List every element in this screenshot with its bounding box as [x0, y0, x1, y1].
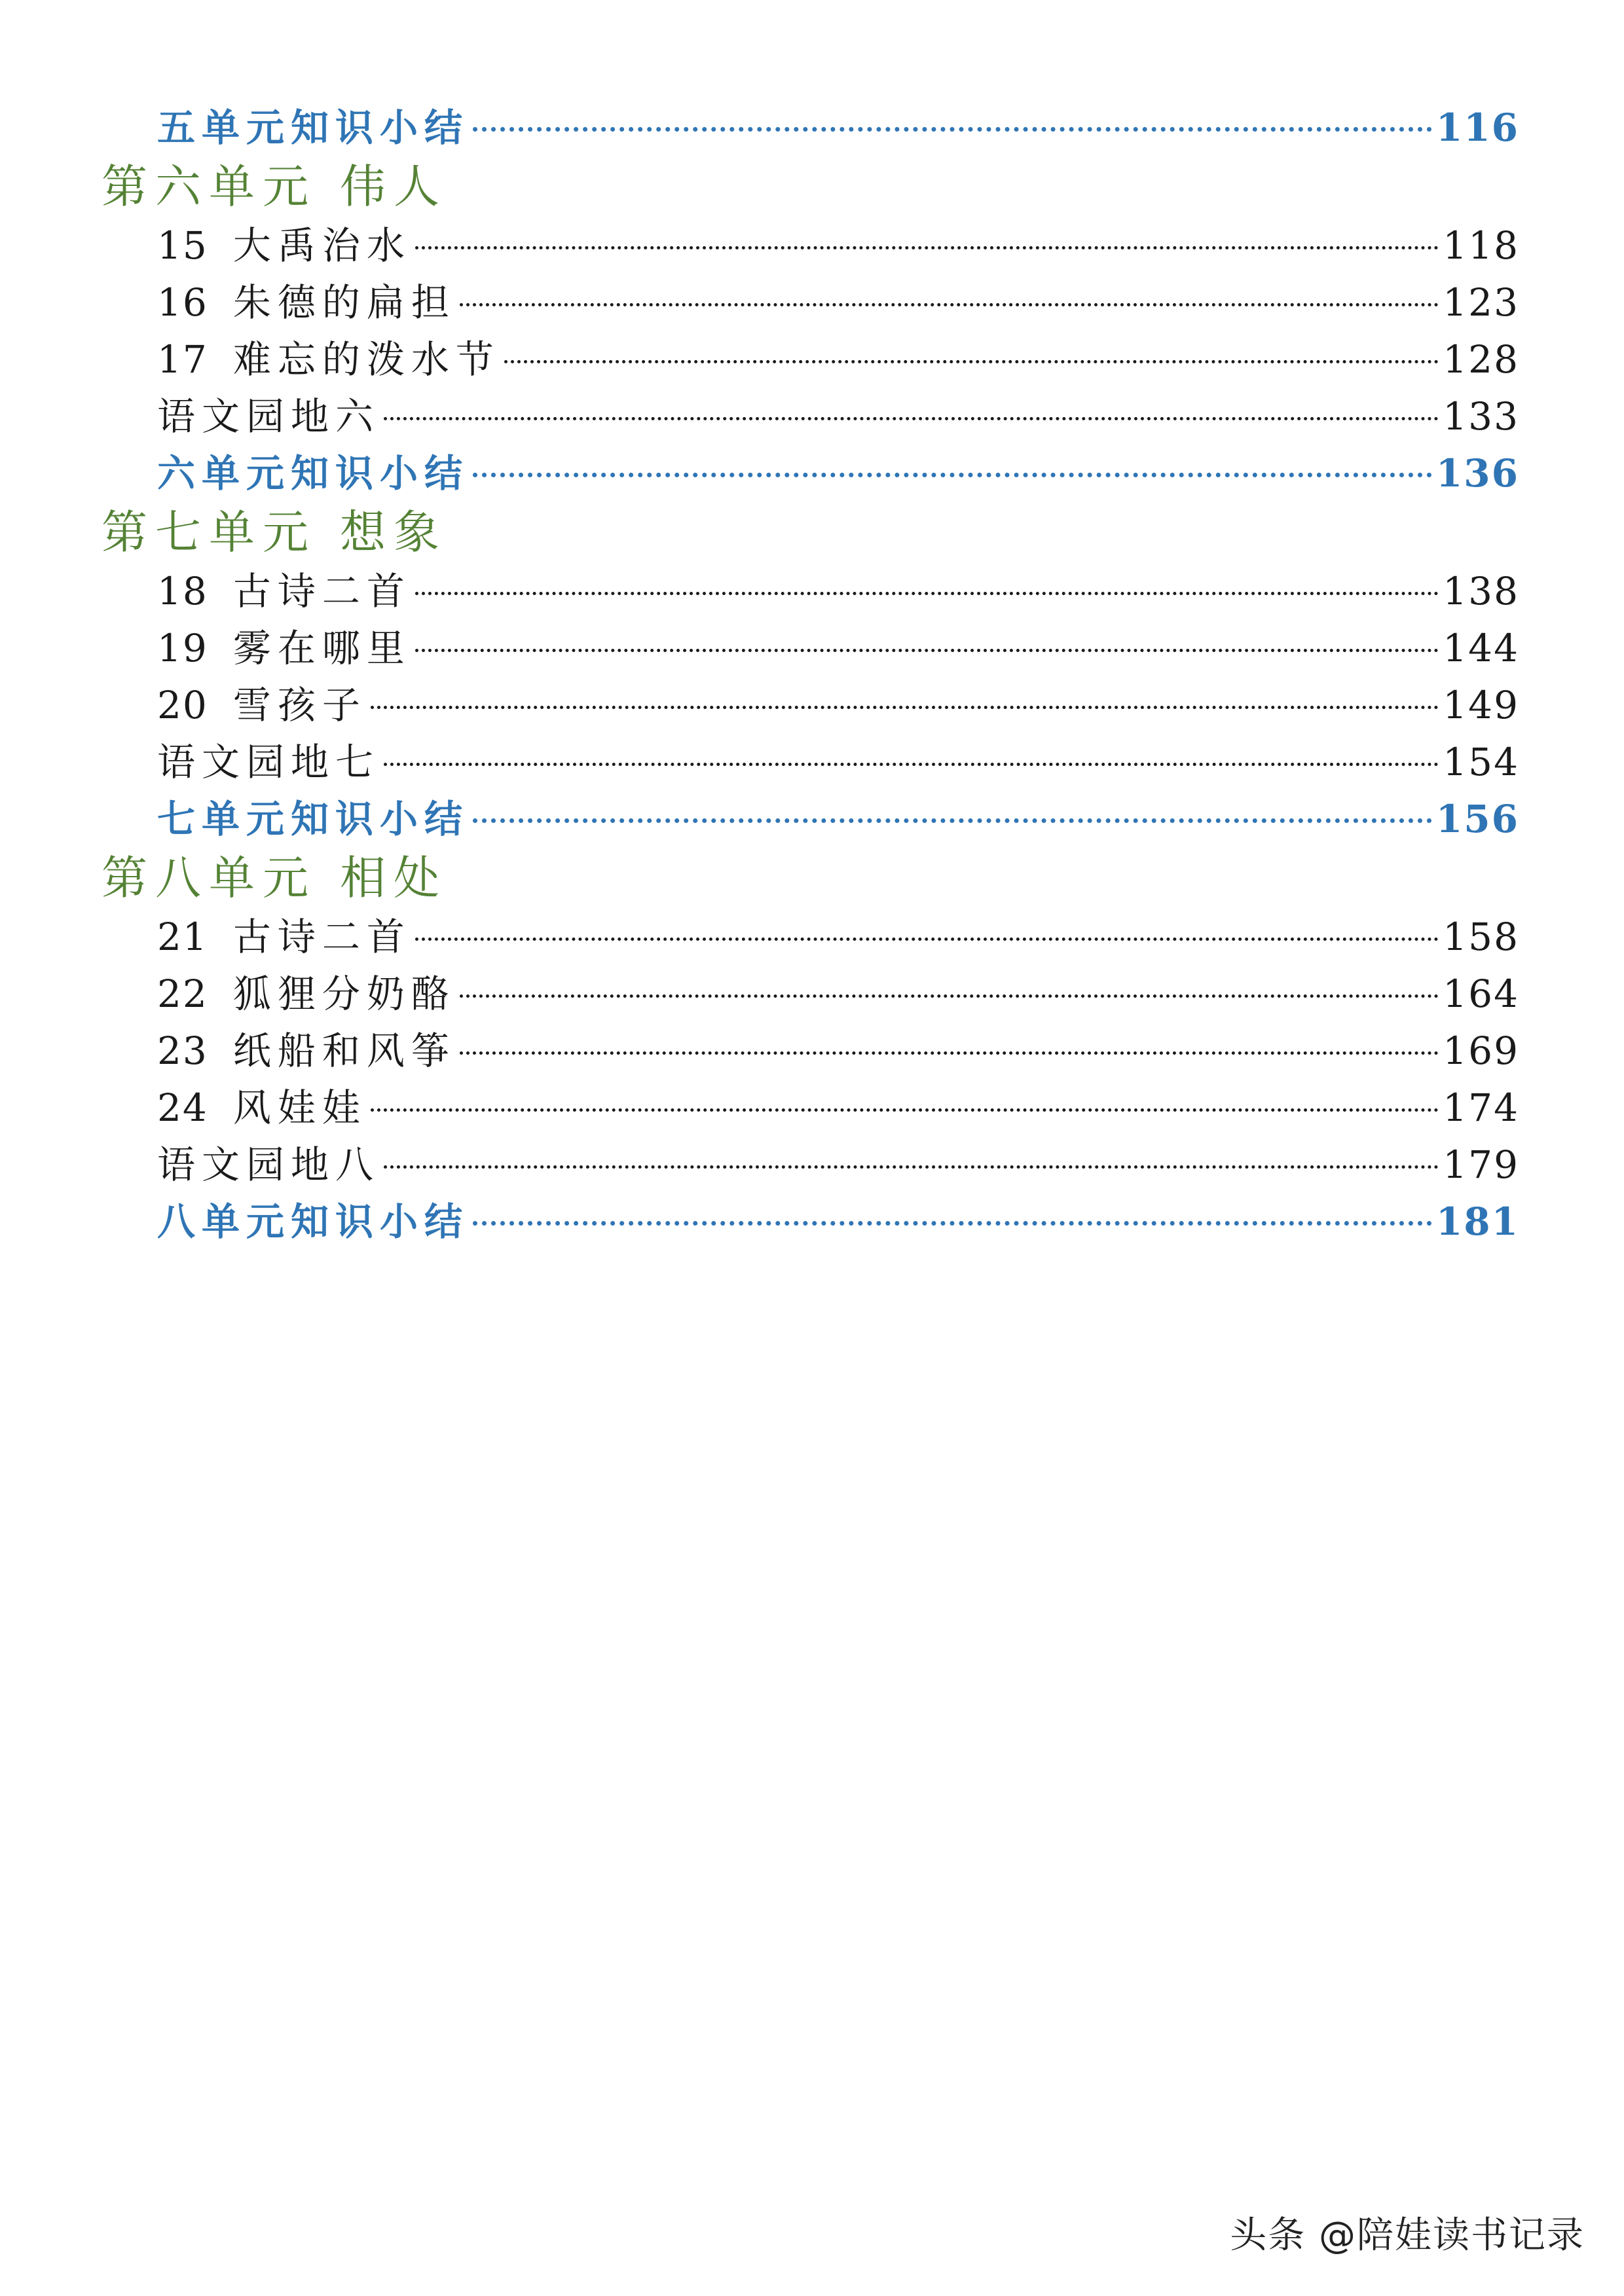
- lesson-title: 风娃娃: [232, 1085, 367, 1130]
- lesson-title: 狐狸分奶酪: [232, 972, 456, 1016]
- toc-entry-row[interactable]: [157, 1078, 1519, 1137]
- toc-page-number: 123: [1443, 280, 1519, 325]
- toc-summary-row[interactable]: [157, 444, 1519, 503]
- lesson-title: 雾在哪里: [232, 626, 411, 670]
- toc-entry-row[interactable]: [157, 216, 1519, 275]
- toc-page-number: 149: [1443, 683, 1519, 727]
- lesson-number: 19: [157, 626, 208, 670]
- dot-leader: [504, 360, 1439, 363]
- unit-heading: [101, 848, 447, 907]
- toc-page-number: 136: [1435, 451, 1519, 496]
- dot-leader: [415, 592, 1439, 595]
- lesson-number: 23: [157, 1029, 208, 1073]
- toc-summary-row[interactable]: [157, 1192, 1519, 1251]
- toc-page-number: 169: [1443, 1029, 1519, 1073]
- toc-summary-title: 八单元知识小结: [157, 1199, 470, 1244]
- lesson-number: 20: [157, 683, 208, 727]
- toc-entry-row[interactable]: [157, 562, 1519, 621]
- toc-page-number: 138: [1443, 569, 1519, 613]
- unit-name: 第七单元: [101, 505, 316, 559]
- dot-leader: [384, 417, 1439, 420]
- lesson-number: 15: [157, 223, 208, 268]
- toc-entry-row[interactable]: [157, 907, 1519, 966]
- unit-theme: 相处: [340, 851, 447, 905]
- lesson-title: 语文园地七: [157, 740, 380, 784]
- toc-page-number: 181: [1435, 1199, 1519, 1244]
- unit-theme: 伟人: [340, 160, 447, 213]
- toc-entry-row[interactable]: [157, 1021, 1519, 1080]
- dot-leader: [415, 649, 1439, 652]
- toc-summary-title: 六单元知识小结: [157, 451, 470, 496]
- dot-leader: [473, 127, 1432, 132]
- lesson-title: 难忘的泼水节: [232, 337, 500, 382]
- toc-entry-row[interactable]: [157, 733, 1519, 792]
- dot-leader: [460, 303, 1439, 306]
- lesson-number: 22: [157, 972, 208, 1016]
- lesson-title: 语文园地六: [157, 394, 380, 439]
- unit-theme: 想象: [340, 505, 447, 559]
- toc-page-number: 144: [1443, 626, 1519, 670]
- toc-summary-row[interactable]: [157, 790, 1519, 848]
- toc-entry-row[interactable]: [157, 1135, 1519, 1194]
- toc-entry-row[interactable]: [157, 676, 1519, 735]
- toc-entry-row[interactable]: [157, 964, 1519, 1023]
- toc-entry-row[interactable]: [157, 330, 1519, 389]
- toc-page-number: 164: [1443, 972, 1519, 1016]
- dot-leader: [460, 1051, 1439, 1055]
- lesson-number: 18: [157, 569, 208, 613]
- watermark: 头条 @陪娃读书记录: [1230, 2214, 1585, 2257]
- toc-page-number: 154: [1443, 740, 1519, 784]
- lesson-number: 24: [157, 1085, 208, 1130]
- lesson-number: 16: [157, 280, 208, 325]
- toc-entry-row[interactable]: [157, 387, 1519, 446]
- lesson-title: 语文园地八: [157, 1142, 380, 1187]
- toc-page-number: 118: [1443, 223, 1519, 268]
- dot-leader: [415, 246, 1439, 249]
- dot-leader: [473, 818, 1432, 823]
- toc-page-number: 174: [1443, 1085, 1519, 1130]
- toc-page-number: 128: [1443, 337, 1519, 382]
- toc-page-number: 179: [1443, 1142, 1519, 1187]
- toc-page-number: 133: [1443, 394, 1519, 439]
- lesson-title: 古诗二首: [232, 569, 411, 613]
- lesson-title: 朱德的扁担: [232, 280, 456, 325]
- unit-name: 第八单元: [101, 851, 316, 905]
- lesson-title: 雪孩子: [232, 683, 367, 727]
- toc-page-number: 116: [1435, 105, 1519, 150]
- dot-leader: [384, 763, 1439, 766]
- dot-leader: [384, 1165, 1439, 1169]
- dot-leader: [371, 1108, 1439, 1112]
- toc-summary-row[interactable]: [157, 98, 1519, 157]
- dot-leader: [371, 706, 1439, 709]
- lesson-number: 21: [157, 915, 208, 959]
- dot-leader: [415, 938, 1439, 941]
- unit-name: 第六单元: [101, 160, 316, 213]
- toc-entry-row[interactable]: [157, 273, 1519, 332]
- unit-heading: [101, 503, 447, 562]
- lesson-title: 古诗二首: [232, 915, 411, 959]
- dot-leader: [473, 473, 1432, 477]
- lesson-title: 纸船和风筝: [232, 1029, 456, 1073]
- toc-page-number: 156: [1435, 797, 1519, 841]
- toc-summary-title: 七单元知识小结: [157, 797, 470, 841]
- toc-entry-row[interactable]: [157, 619, 1519, 678]
- toc-summary-title: 五单元知识小结: [157, 105, 470, 150]
- unit-heading: [101, 157, 447, 216]
- toc-page-number: 158: [1443, 915, 1519, 959]
- lesson-title: 大禹治水: [232, 223, 411, 268]
- lesson-number: 17: [157, 337, 208, 382]
- dot-leader: [460, 994, 1439, 998]
- dot-leader: [473, 1221, 1432, 1226]
